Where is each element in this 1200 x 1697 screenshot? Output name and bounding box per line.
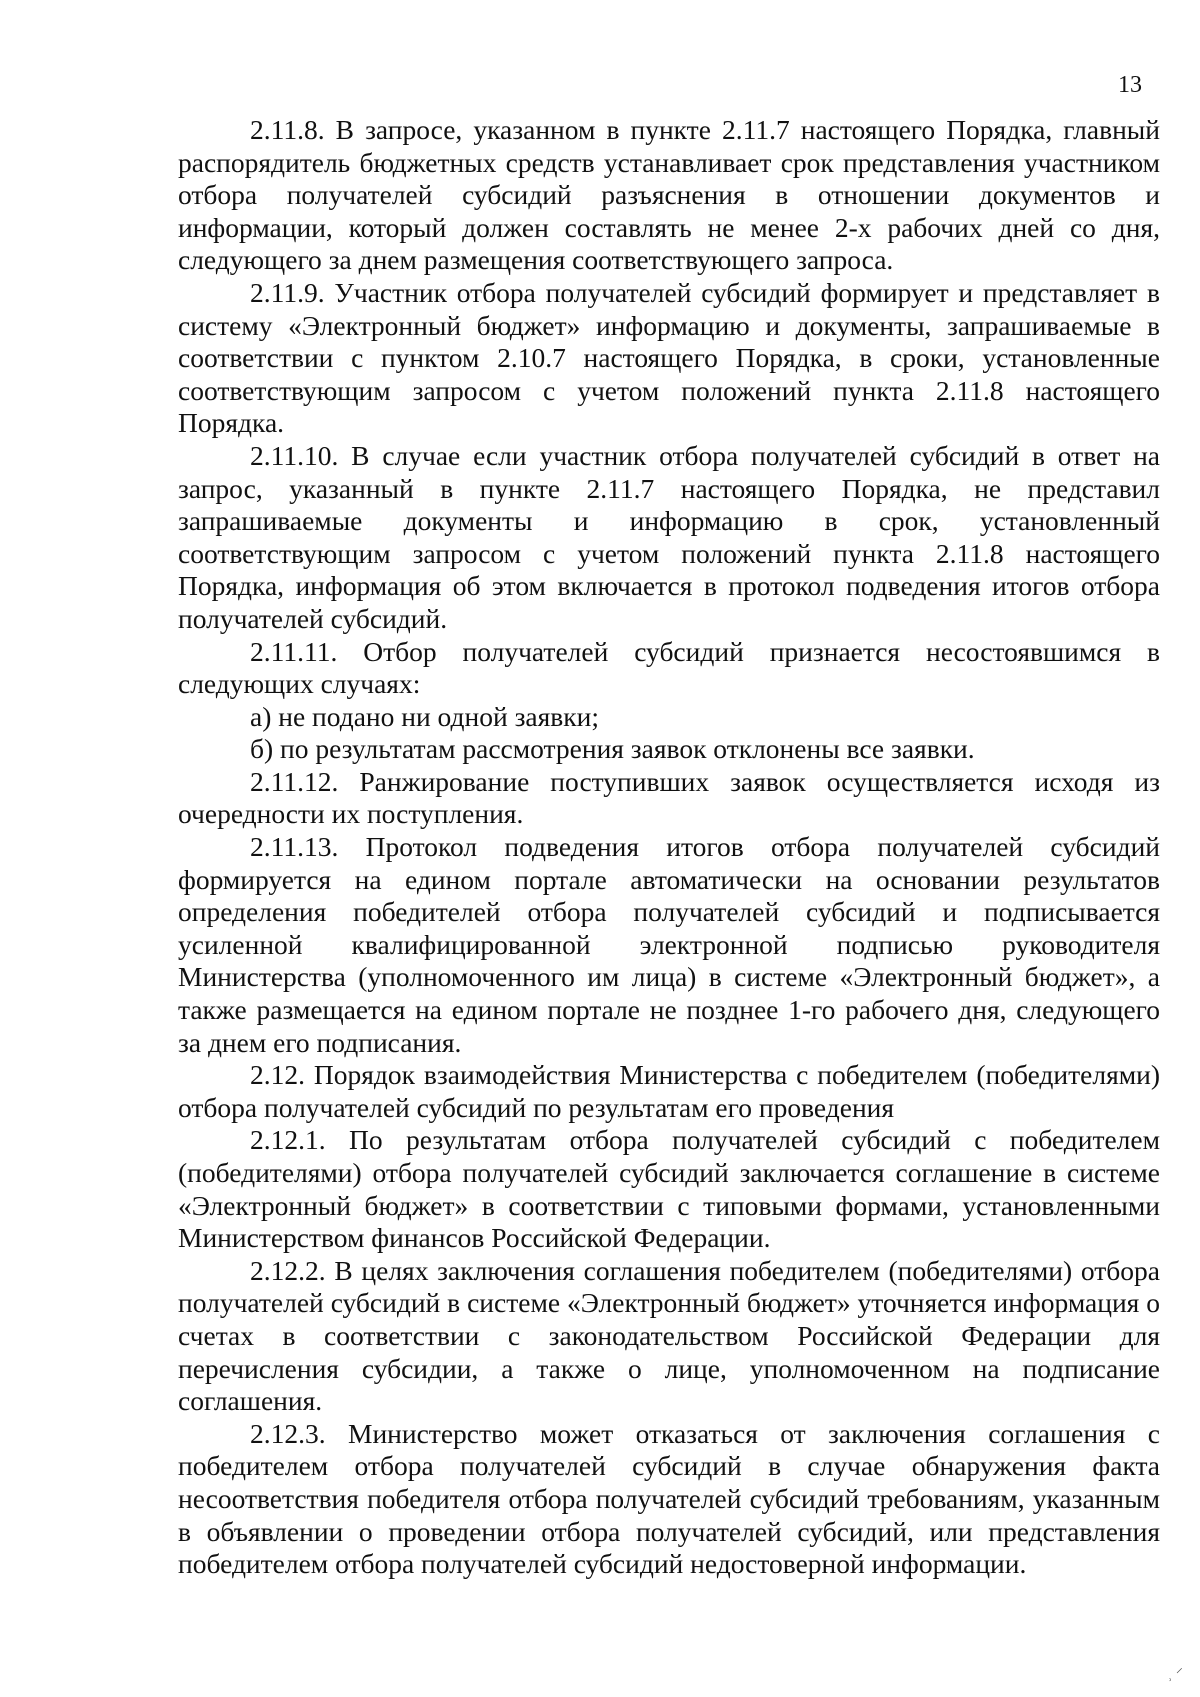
paragraph-2-11-13: 2.11.13. Протокол подведения итогов отбора получателей субсидий формируется на едином портале автоматически на основании результатов определения победителей отбора получателей субсидий и подписывается усиленной квалифицированной электронной подписью руководителя Министерства (уполномоченного им лица) в системе «Электронный бюджет», а также размещается на едином портале не позднее 1-го рабочего дня, следующего за днем его подписания. xyxy=(178,831,1160,1058)
list-item-a: а) не подано ни одной заявки; xyxy=(250,700,599,732)
section-heading-2-12: 2.12. Порядок взаимодействия Министерства с победителем (победителями) отбора получателей субсидий по результатам его проведения xyxy=(178,1059,1160,1123)
corner-scan-mark: ⸒ ⸍ xyxy=(1168,1667,1183,1682)
paragraph-2-12-2: 2.12.2. В целях заключения соглашения победителем (победителями) отбора получателей субсидий в системе «Электронный бюджет» уточняется информация о счетах в соответствии с законодательством Российской Федерации для перечисления субсидии, а также о лице, уполномоченном на подписание соглашения. xyxy=(178,1254,1160,1417)
paragraph-2-11-12: 2.11.12. Ранжирование поступивших заявок осуществляется исходя из очередности их поступления. xyxy=(178,765,1160,830)
paragraph-2-11-8: 2.11.8. В запросе, указанном в пункте 2.11.7 настоящего Порядка, главный распорядитель бюджетных средств устанавливает срок представления участником отбора получателей субсидий разъяснения в отношении документов и информации, который должен составлять не менее 2-х рабочих дней со дня, следующего за днем размещения соответствующего запроса. xyxy=(178,114,1160,276)
paragraph-2-11-9: 2.11.9. Участник отбора получателей субсидий формирует и представляет в систему «Электронный бюджет» информацию и документы, запрашиваемые в соответствии с пунктом 2.10.7 настоящего Порядка, в сроки, установленные соответствующим запросом с учетом положений пункта 2.11.8 настоящего Порядка. xyxy=(178,276,1160,439)
paragraph-2-11-10: 2.11.10. В случае если участник отбора получателей субсидий в ответ на запрос, указанный в пункте 2.11.7 настоящего Порядка, не представил запрашиваемые документы и информацию в срок, установленный соответствующим запросом с учетом положений пункта 2.11.8 настоящего Порядка, информация об этом включается в протокол подведения итогов отбора получателей субсидий. xyxy=(178,439,1160,634)
paragraph-2-11-11: 2.11.11. Отбор получателей субсидий признается несостоявшимся в следующих случаях: xyxy=(178,635,1160,700)
document-body xyxy=(178,114,1160,1581)
paragraph-2-12-1: 2.12.1. По результатам отбора получателей субсидий с победителем (победителями) отбора получателей субсидий заключается соглашение в системе «Электронный бюджет» в соответствии с типовыми формами, установленными Министерством финансов Российской Федерации. xyxy=(178,1124,1160,1254)
list-item-b: б) по результатам рассмотрения заявок отклонены все заявки. xyxy=(250,733,975,765)
page-number: 13 xyxy=(1118,72,1142,98)
paragraph-2-12-3: 2.12.3. Министерство может отказаться от заключения соглашения с победителем отбора получателей субсидий в случае обнаружения факта несоответствия победителя отбора получателей субсидий требованиям, указанным в объявлении о проведении отбора получателей субсидий, или представления победителем отбора получателей субсидий недостоверной информации. xyxy=(178,1417,1160,1580)
